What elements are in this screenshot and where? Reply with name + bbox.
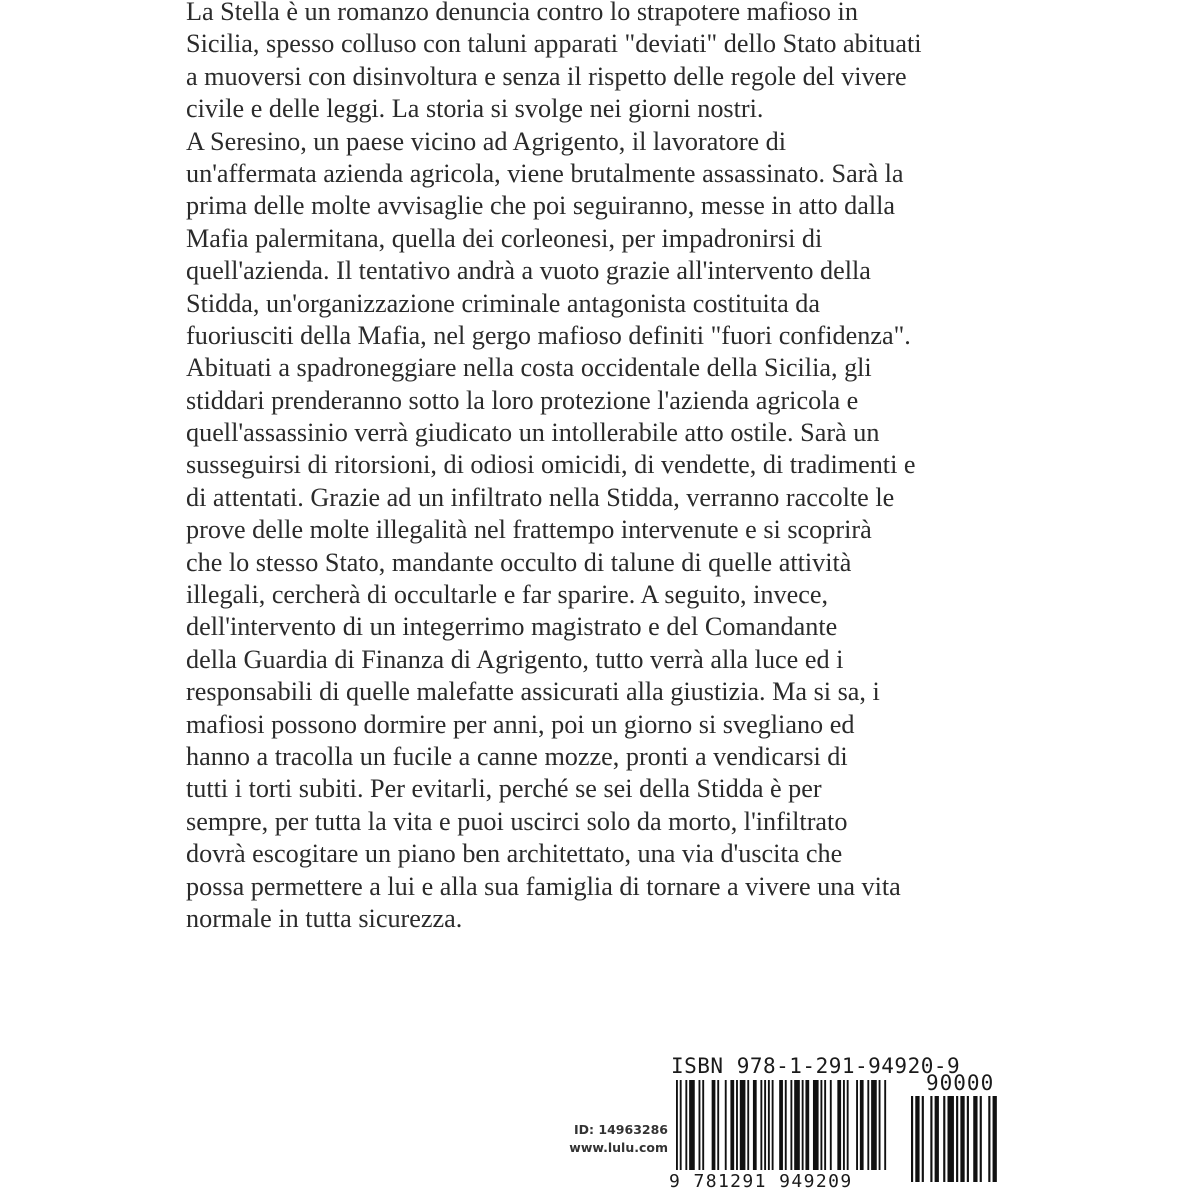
barcode-bar — [943, 1096, 945, 1182]
barcode-bar — [699, 1080, 701, 1170]
barcode-bar — [802, 1080, 804, 1170]
blurb-line: La Stella è un romanzo denuncia contro lo strapotere mafioso in — [186, 0, 858, 26]
barcode-bar — [993, 1096, 997, 1182]
blurb-line: quell'assassinio verrà giudicato un intollerabile atto ostile. Sarà un — [186, 418, 880, 448]
barcode-bar — [884, 1080, 886, 1170]
barcode-bar — [680, 1080, 682, 1170]
barcode-bar — [712, 1080, 716, 1170]
barcode-bar — [930, 1096, 932, 1182]
barcode-bar — [860, 1080, 864, 1170]
blurb-line: fuoriusciti della Mafia, nel gergo mafioso definiti "fuori confidenza". — [186, 320, 911, 350]
blurb-line: stiddari prenderanno sotto la loro protezione l'azienda agricola e — [186, 385, 859, 415]
barcode-bar — [779, 1080, 783, 1170]
barcode-bar — [785, 1080, 787, 1170]
blurb-line: dovrà escogitare un piano ben architettato, una via d'uscita che — [186, 839, 843, 869]
barcode-bar — [760, 1080, 762, 1170]
barcode-bar — [856, 1080, 858, 1170]
barcode-bar — [988, 1096, 990, 1182]
barcode-bar — [879, 1080, 881, 1170]
barcode-bar — [790, 1080, 792, 1170]
barcode-bar — [967, 1096, 969, 1182]
blurb-line: prima delle molte avvisaglie che poi seguiranno, messe in atto dalla — [186, 191, 896, 221]
barcode-bar — [871, 1080, 877, 1170]
blurb-line: tutti i torti subiti. Per evitarli, perché se sei della Stidda è per — [186, 774, 822, 804]
barcode-bar — [736, 1080, 738, 1170]
barcode-bar — [702, 1080, 704, 1170]
blurb-line: A Seresino, un paese vicino ad Agrigento, il lavoratore di — [186, 126, 786, 156]
barcode-bar — [915, 1096, 919, 1182]
barcode-bar — [805, 1080, 809, 1170]
barcode-bar — [747, 1080, 749, 1170]
barcode-bar — [676, 1080, 678, 1170]
ean-digits: 9 781291 949209 — [669, 1171, 853, 1192]
barcode-bar — [764, 1080, 766, 1170]
price-addon-barcode-icon — [911, 1096, 999, 1182]
blurb-line: Stidda, un'organizzazione criminale antagonista costituita da — [186, 288, 820, 318]
blurb-line: Sicilia, spesso colluso con taluni apparati "deviati" dello Stato abituati — [186, 29, 922, 59]
barcode-bar — [772, 1080, 774, 1170]
blurb-line: mafiosi possono dormire per anni, poi un giorno si svegliano ed — [186, 709, 855, 739]
price-code-label: 90000 — [926, 1071, 995, 1095]
barcode-bar — [935, 1096, 939, 1182]
blurb-line: Abituati a spadroneggiare nella costa occidentale della Sicilia, gli — [186, 353, 872, 383]
blurb-line: possa permettere a lui e alla sua famiglia di tornare a vivere una vita — [186, 871, 901, 901]
blurb-line: della Guardia di Finanza di Agrigento, tutto verrà alla luce ed i — [186, 644, 844, 674]
barcode-bar — [830, 1080, 832, 1170]
blurb-line: un'affermata azienda agricola, viene brutalmente assassinato. Sarà la — [186, 158, 904, 188]
blurb-line: dell'intervento di un integerrimo magistrato e del Comandante — [186, 612, 838, 642]
barcode-bar — [685, 1080, 687, 1170]
blurb-line: quell'azienda. Il tentativo andrà a vuoto grazie all'intervento della — [186, 256, 871, 286]
lulu-url: www.lulu.com — [569, 1140, 668, 1155]
blurb-line: prove delle molte illegalità nel frattempo intervenute e si scoprirà — [186, 515, 872, 545]
barcode-bar — [794, 1080, 800, 1170]
barcode-bar — [725, 1080, 727, 1170]
barcode-bar — [740, 1080, 746, 1170]
publisher-info — [546, 1121, 668, 1157]
blurb-line: di attentati. Grazie ad un infiltrato nella Stidda, verranno raccolte le — [186, 482, 895, 512]
barcode-bar — [730, 1080, 734, 1170]
barcode-bar — [768, 1080, 770, 1170]
blurb-line: normale in tutta sicurezza. — [186, 903, 463, 933]
blurb-line: susseguirsi di ritorsioni, di odiosi omicidi, di vendette, di tradimenti e — [186, 450, 916, 480]
barcode-bar — [973, 1096, 977, 1182]
barcode-bar — [843, 1080, 845, 1170]
barcode-bar — [956, 1096, 958, 1182]
back-cover-blurb — [186, 0, 1046, 935]
blurb-line: hanno a tracolla un fucile a canne mozze, pronti a vendicarsi di — [186, 741, 848, 771]
barcode-bar — [824, 1080, 826, 1170]
barcode-bar — [753, 1080, 757, 1170]
blurb-line: illegali, cercherà di occultarle e far sparire. A seguito, invece, — [186, 580, 829, 610]
barcode-bar — [867, 1080, 869, 1170]
blurb-line: a muoversi con disinvoltura e senza il rispetto delle regole del vivere — [186, 61, 907, 91]
blurb-line: Mafia palermitana, quella dei corleonesi, per impadronirsi di — [186, 223, 823, 253]
barcode-bar — [947, 1096, 953, 1182]
barcode-bar — [813, 1080, 819, 1170]
barcode-bar — [837, 1080, 841, 1170]
barcode-bar — [689, 1080, 695, 1170]
barcode-bar — [847, 1080, 849, 1170]
blurb-line: che lo stesso Stato, mandante occulto di talune di quelle attività — [186, 547, 852, 577]
ean-barcode-icon — [676, 1080, 888, 1170]
isbn-label: ISBN 978-1-291-94920-9 — [671, 1054, 961, 1078]
barcode-bar — [960, 1096, 964, 1182]
barcode-bar — [717, 1080, 719, 1170]
barcode-bar — [911, 1096, 913, 1182]
blurb-line: sempre, per tutta la vita e puoi uscirci solo da morto, l'infiltrato — [186, 806, 848, 836]
barcode-bar — [980, 1096, 982, 1182]
blurb-line: civile e delle leggi. La storia si svolge nei giorni nostri. — [186, 94, 764, 124]
barcode-bar — [922, 1096, 924, 1182]
blurb-line: responsabili di quelle malefatte assicurati alla giustizia. Ma si sa, i — [186, 677, 880, 707]
lulu-id: ID: 14963286 — [574, 1122, 668, 1137]
barcode-bar — [820, 1080, 822, 1170]
